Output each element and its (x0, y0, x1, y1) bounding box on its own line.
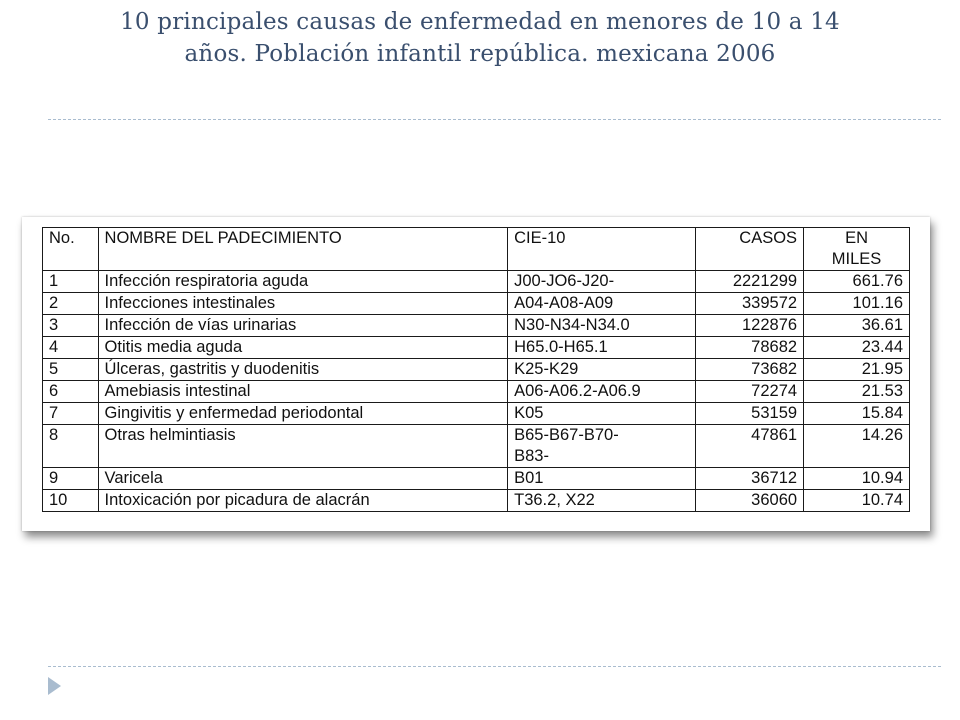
table-row (43, 315, 910, 337)
table-row (43, 271, 910, 293)
cell-no: 7 (43, 403, 99, 425)
cell-miles: 10.94 (804, 468, 910, 490)
cell-cie: K25-K29 (508, 359, 696, 381)
cell-casos: 2221299 (695, 271, 803, 293)
cell-nombre: Infección de vías urinarias (98, 315, 508, 337)
title-line-1: 10 principales causas de enfermedad en menores de 10 a 14 (120, 9, 840, 35)
table-row (43, 293, 910, 315)
cell-cie: A04-A08-A09 (508, 293, 696, 315)
cell-miles: 15.84 (804, 403, 910, 425)
header-cie: CIE-10 (508, 228, 696, 271)
cell-cie: H65.0-H65.1 (508, 337, 696, 359)
cell-no: 2 (43, 293, 99, 315)
cell-casos: 122876 (695, 315, 803, 337)
cell-miles: 23.44 (804, 337, 910, 359)
cell-miles: 101.16 (804, 293, 910, 315)
cell-casos: 53159 (695, 403, 803, 425)
header-nombre: NOMBRE DEL PADECIMIENTO (98, 228, 508, 271)
cell-cie: T36.2, X22 (508, 490, 696, 512)
cell-no: 6 (43, 381, 99, 403)
cell-casos: 72274 (695, 381, 803, 403)
header-casos: CASOS (695, 228, 803, 271)
top-divider (48, 119, 941, 120)
table-row (43, 359, 910, 381)
table-header-row (43, 228, 910, 271)
header-no: No. (43, 228, 99, 271)
cell-miles: 21.95 (804, 359, 910, 381)
cell-miles: 21.53 (804, 381, 910, 403)
table-row (43, 425, 910, 468)
cell-casos: 78682 (695, 337, 803, 359)
cell-casos: 73682 (695, 359, 803, 381)
cell-nombre: Amebiasis intestinal (98, 381, 508, 403)
table-row (43, 403, 910, 425)
header-miles-line-1: EN (845, 229, 868, 247)
cell-nombre: Infección respiratoria aguda (98, 271, 508, 293)
triangle-bullet-icon (48, 677, 61, 695)
cell-cie: K05 (508, 403, 696, 425)
header-miles-line-2: MILES (831, 250, 882, 268)
header-miles (804, 228, 910, 271)
table-image (22, 217, 930, 531)
table-row (43, 381, 910, 403)
table-row (43, 490, 910, 512)
cell-no: 5 (43, 359, 99, 381)
cell-cie-line-2: B83- (514, 447, 549, 465)
title-line-2: años. Población infantil república. mexicana 2006 (184, 41, 776, 67)
cell-nombre: Otitis media aguda (98, 337, 508, 359)
cell-casos: 47861 (695, 425, 803, 468)
table-row (43, 468, 910, 490)
cell-no: 8 (43, 425, 99, 468)
cell-cie: N30-N34-N34.0 (508, 315, 696, 337)
cell-no: 1 (43, 271, 99, 293)
disease-table (42, 227, 910, 512)
cell-miles: 14.26 (804, 425, 910, 468)
cell-cie-line-1: B65-B67-B70- (514, 426, 619, 444)
cell-casos: 36712 (695, 468, 803, 490)
cell-nombre: Varicela (98, 468, 508, 490)
cell-nombre: Otras helmintiasis (98, 425, 508, 468)
cell-no: 3 (43, 315, 99, 337)
table-row (43, 337, 910, 359)
cell-miles: 661.76 (804, 271, 910, 293)
cell-cie (508, 425, 696, 468)
cell-nombre: Intoxicación por picadura de alacrán (98, 490, 508, 512)
cell-nombre: Gingivitis y enfermedad periodontal (98, 403, 508, 425)
cell-no: 10 (43, 490, 99, 512)
cell-no: 4 (43, 337, 99, 359)
slide-title (40, 6, 920, 70)
cell-cie: A06-A06.2-A06.9 (508, 381, 696, 403)
cell-casos: 36060 (695, 490, 803, 512)
bottom-divider (48, 666, 941, 667)
cell-nombre: Infecciones intestinales (98, 293, 508, 315)
cell-miles: 36.61 (804, 315, 910, 337)
cell-no: 9 (43, 468, 99, 490)
cell-cie: J00-JO6-J20- (508, 271, 696, 293)
cell-casos: 339572 (695, 293, 803, 315)
cell-nombre: Úlceras, gastritis y duodenitis (98, 359, 508, 381)
cell-miles: 10.74 (804, 490, 910, 512)
cell-cie: B01 (508, 468, 696, 490)
